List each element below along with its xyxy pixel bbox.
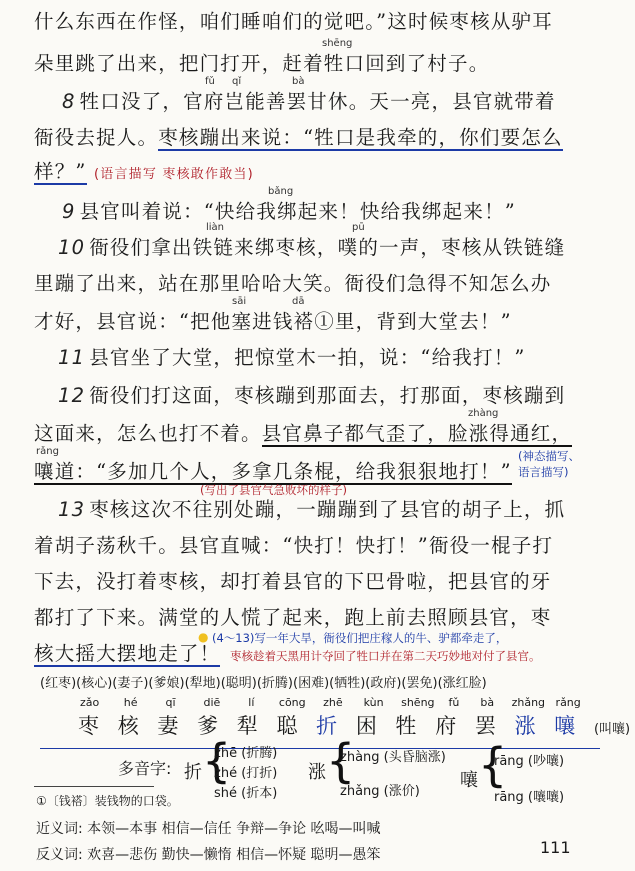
- vocab-pinyin-item: qī: [165, 696, 176, 709]
- paragraph-10-text-1: 衙役们拿出铁链来绑枣核，噗的一声，枣核从铁链缝: [89, 236, 566, 259]
- vocab-char: 罢: [474, 714, 502, 738]
- paragraph-12-number: 12: [58, 384, 86, 407]
- vocab-words-row: (红枣)(核心)(妻子)(爹娘)(犁地)(聪明)(折腾)(困难)(牺牲)(政府)(罢免)(涨红脸): [40, 676, 487, 691]
- vocab-char: 爹: [197, 714, 225, 738]
- paragraph-8-annotation: (语言描写 枣核敢作敢当): [93, 167, 254, 182]
- paragraph-13-text-5: 核大摇大摆地走了！: [34, 642, 221, 665]
- paragraph-13-line-2: 着胡子荡秋千。县官直喊：“快打！快打！”衙役一棍子打: [34, 534, 554, 557]
- vocab-char: 府: [435, 714, 463, 738]
- vocab-pinyin-item: zhē: [323, 696, 343, 709]
- pinyin-sheng: shēng: [322, 38, 353, 49]
- paragraph-8-text-3: 样？”: [34, 160, 87, 183]
- synonyms-row: [36, 818, 381, 838]
- pinyin-ba: bà: [292, 76, 305, 87]
- paragraph-12-line-2: [34, 422, 621, 446]
- paragraph-9-line: [62, 200, 621, 224]
- paragraph-8-line-2: [34, 126, 621, 150]
- paragraph-8-line-3: [34, 160, 621, 187]
- highlight-dot-icon: ●: [198, 630, 209, 644]
- paragraph-11-number: 11: [58, 346, 86, 369]
- paragraph-8-text-2b: 枣核蹦出来说：“牲口是我牵的，你们要怎么: [158, 126, 563, 149]
- vocab-pinyin-item: rǎng: [555, 696, 581, 709]
- pinyin-da: dā: [292, 296, 305, 307]
- vocab-pinyin-item: hé: [123, 696, 138, 709]
- vocab-char: 涨: [514, 714, 542, 738]
- paragraph-13-text-1: 枣核这次不往别处蹦，一蹦蹦到了县官的胡子上，抓: [89, 498, 566, 521]
- brace-icon: {: [326, 734, 356, 788]
- polyphone-title: 多音字:: [118, 759, 172, 778]
- text-line-2: 朵里跳了出来，把门打开，赶着牲口回到了村子。: [34, 52, 490, 75]
- pinyin-pu: pū: [352, 222, 365, 233]
- polyphone-zhe-3: shé (折本): [214, 786, 278, 801]
- polyphone-zhe-2: zhé (打折): [214, 766, 278, 781]
- vocab-char: 嚷: [554, 714, 582, 738]
- vocab-chars-suffix: (叫嚷): [593, 722, 631, 737]
- brace-icon: {: [202, 734, 232, 788]
- polyphone-char-zhang: 涨: [308, 762, 326, 783]
- page-number: 111: [540, 838, 571, 857]
- pinyin-rang: rǎng: [36, 446, 59, 457]
- paragraph-8-text-2a: 衙役去捉人。: [34, 126, 159, 149]
- paragraph-12-text-2b: 县官鼻子都气歪了，脸涨得通红，: [261, 422, 573, 445]
- polyphone-rang-1: rāng (吵嚷): [494, 754, 565, 769]
- polyphone-zhe-1: zhē (折腾): [214, 746, 278, 761]
- paragraph-13-line-3: 下去，没打着枣核，却打着县官的下巴骨啦，把县官的牙: [34, 570, 552, 593]
- paragraph-13-annotation-1: (4～13)写一年大旱，衙役们把庄稼人的牛、驴都牵走了，: [212, 631, 508, 645]
- pinyin-zhang: zhàng: [468, 408, 499, 419]
- paragraph-13-line-1: [58, 498, 621, 522]
- paragraph-9-text: 县官叫着说：“快给我绑起来！快给我绑起来！”: [79, 200, 516, 223]
- paragraph-12-line-1: [58, 384, 621, 408]
- paragraph-13-annotation-2: 枣核趁着天黑用计夺回了牲口并在第二天巧妙地对付了县官。: [230, 649, 541, 663]
- footnote: ①〔钱褡〕装钱物的口袋。: [36, 794, 179, 808]
- vocab-pinyin-item: zhǎng: [511, 696, 546, 709]
- vocab-pinyin-item: kùn: [363, 696, 384, 709]
- paragraph-9-number: 9: [62, 200, 76, 223]
- pinyin-qi: qǐ: [232, 76, 242, 87]
- paragraph-10-number: 10: [58, 236, 86, 259]
- vocab-char: 折: [316, 714, 344, 738]
- paragraph-13-line-4: 都打了下来。满堂的人慌了起来，跑上前去照顾县官，枣: [34, 606, 552, 629]
- pinyin-lian: liàn: [206, 222, 225, 233]
- polyphone-rang-2: rāng (嚷嚷): [494, 790, 565, 805]
- paragraph-13-number: 13: [58, 498, 86, 521]
- paragraph-10-line-2: 里蹦了出来，站在那里哈哈大笑。衙役们急得不知怎么办: [34, 272, 552, 295]
- vocab-pinyin-item: diē: [203, 696, 221, 709]
- antonyms-label: 反义词:: [36, 847, 83, 863]
- paragraph-12-text-2a: 这面来，怎么也打不着。: [34, 422, 262, 445]
- synonyms-text: 本领—本事 相信—信任 争辩—争论 吆喝—叫喊: [87, 821, 381, 837]
- synonyms-label: 近义词:: [36, 821, 83, 837]
- paragraph-12-annotation-right-1: (神态描写、: [518, 449, 580, 463]
- polyphone-zhang-1: zhàng (头昏脑涨): [340, 750, 446, 765]
- vocab-pinyin-row: [80, 696, 581, 709]
- vocab-char: 牲: [395, 714, 423, 738]
- paragraph-12-text-1: 衙役们打这面，枣核蹦到那面去，打那面，枣核蹦到: [89, 384, 566, 407]
- footnote-separator: [34, 786, 154, 787]
- antonyms-row: [36, 844, 381, 864]
- polyphone-char-rang: 嚷: [460, 770, 478, 791]
- polyphone-char-zhe: 折: [184, 762, 202, 783]
- pinyin-fu: fǔ: [205, 76, 215, 87]
- vocab-char: 困: [355, 714, 383, 738]
- vocab-pinyin-item: shēng: [401, 696, 435, 709]
- paragraph-12-annotation-under: (写出了县官气急败坏的样子): [200, 483, 347, 497]
- vocab-pinyin-item: zǎo: [80, 696, 100, 709]
- divider-line: [40, 748, 600, 749]
- polyphone-zhang-2: zhǎng (涨价): [340, 784, 420, 799]
- brace-icon: {: [478, 738, 508, 792]
- vocab-char: 妻: [157, 714, 185, 738]
- text-line-1: 什么东西在作怪，咱们睡咱们的觉吧。”这时候枣核从驴耳: [34, 10, 553, 33]
- vocab-pinyin-item: bà: [480, 696, 495, 709]
- vocab-char: 枣: [78, 714, 105, 738]
- paragraph-8-number: 8: [62, 90, 76, 113]
- vocab-pinyin-item: lí: [248, 696, 255, 709]
- paragraph-10-line-3: 才好，县官说：“把他塞进钱褡①里，背到大堂去！”: [34, 310, 512, 333]
- paragraph-10-line-1: [58, 236, 621, 260]
- vocab-char: 核: [117, 714, 145, 738]
- paragraph-8-text-1: 牲口没了，官府岂能善罢甘休。天一亮，县官就带着: [79, 90, 556, 113]
- antonyms-text: 欢喜—悲伤 勤快—懒惰 相信—怀疑 聪明—愚笨: [87, 847, 381, 863]
- vocab-pinyin-item: cōng: [278, 696, 306, 709]
- paragraph-12-text-3: 嚷道：“多加几个人，多拿几条棍，给我狠狠地打！”: [34, 460, 512, 483]
- vocab-pinyin-item: fǔ: [448, 696, 460, 709]
- paragraph-8-line-1: [62, 90, 621, 114]
- pinyin-sai: sāi: [232, 296, 247, 307]
- vocab-char: 犁: [236, 714, 264, 738]
- paragraph-11-text: 县官坐了大堂，把惊堂木一拍，说：“给我打！”: [89, 346, 526, 369]
- paragraph-12-annotation-right-2: 语言描写): [518, 465, 569, 479]
- vocab-char: 聪: [276, 714, 304, 738]
- pinyin-bang: bǎng: [268, 186, 294, 197]
- paragraph-11-line: [58, 346, 621, 370]
